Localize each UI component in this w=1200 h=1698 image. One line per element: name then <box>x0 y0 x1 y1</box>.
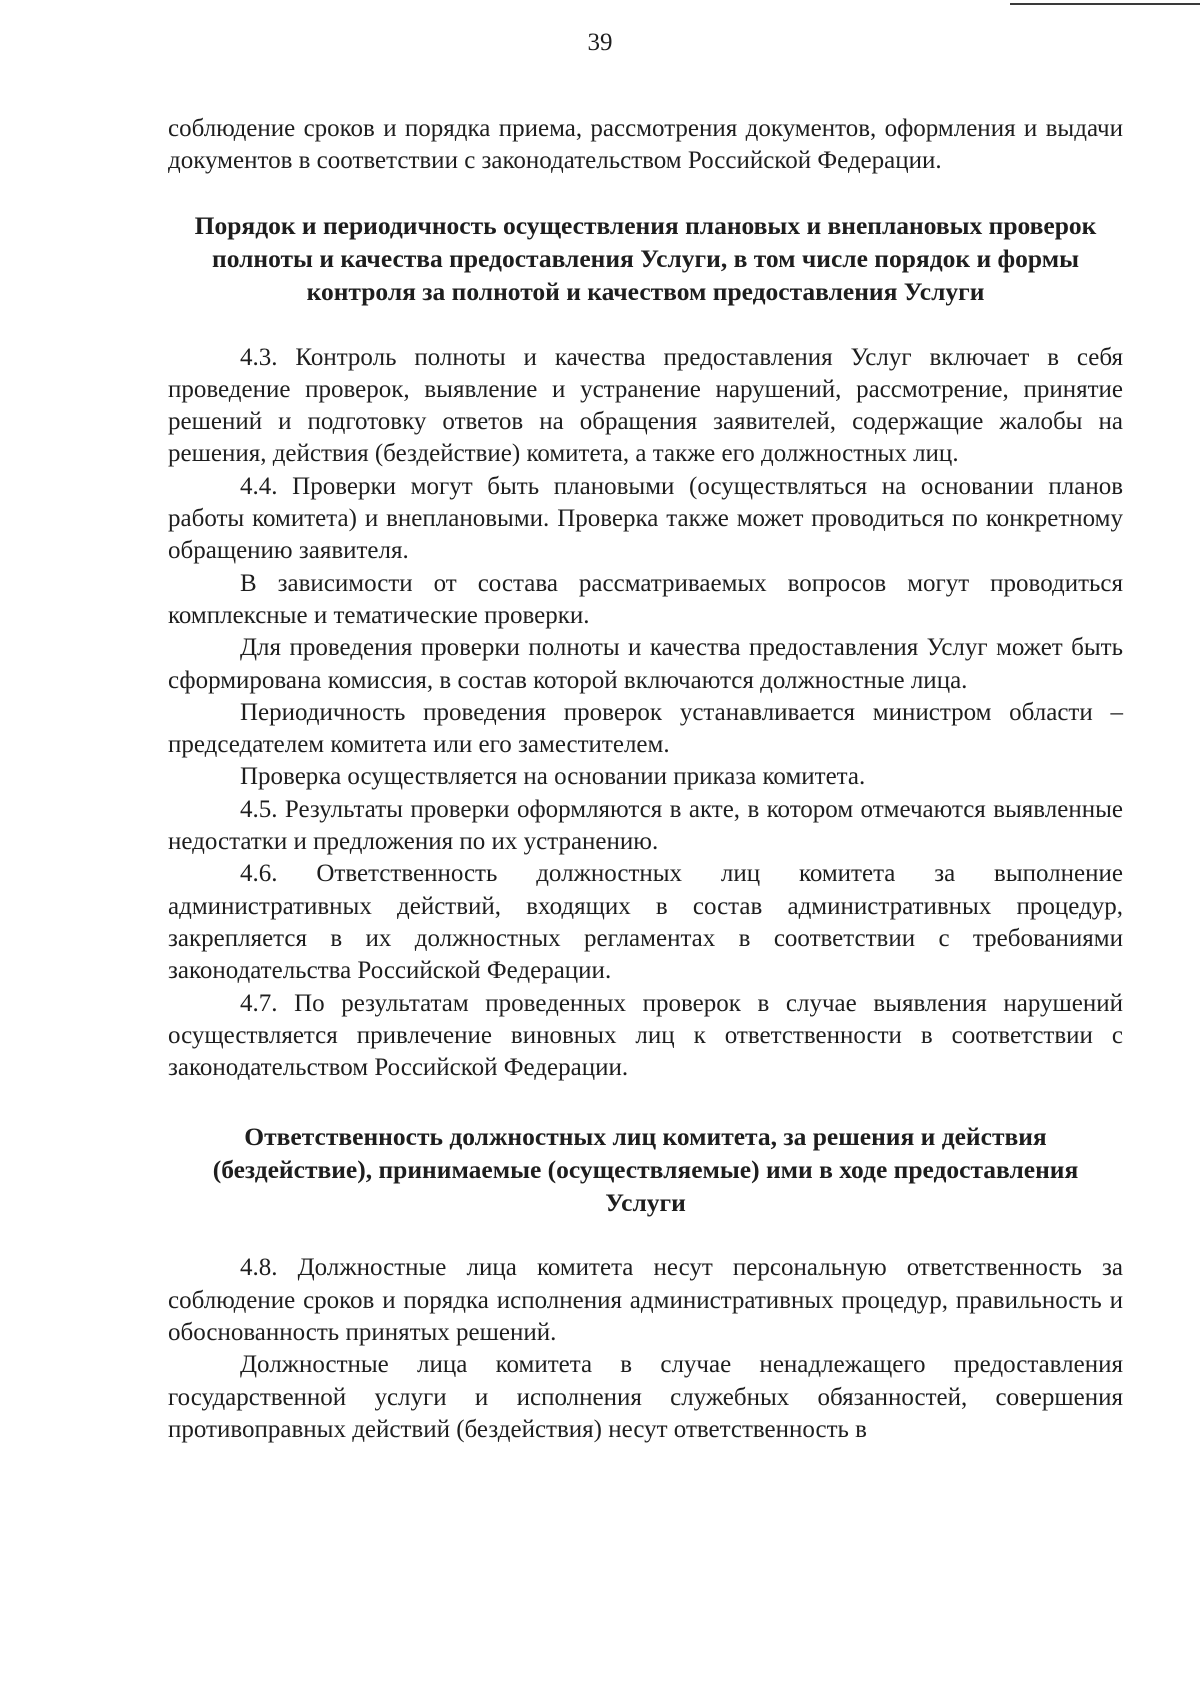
paragraph-4-5: 4.5. Результаты проверки оформляются в акте, в котором отмечаются выявленные недостатки и предложения по их устранению. <box>168 795 1123 856</box>
paragraph-commission: Для проведения проверки полноты и качества предоставления Услуг может быть сформирована комиссия, в состав которой включаются должностные лица. <box>168 634 1123 694</box>
paragraph-check-types: В зависимости от состава рассматриваемых вопросов могут проводиться комплексные и тематические проверки. <box>168 569 1123 629</box>
section-heading-responsibility: Ответственность должностных лиц комитета, за решения и действия (бездействие), принимаемые (осуществляемые) ими в ходе предоставления Услуги <box>212 1122 1079 1218</box>
paragraph-4-6: 4.6. Ответственность должностных лиц комитета за выполнение административных действий, входящих в состав административных процедур, закрепляется в их должностных регламентах в соответствии с требованиями законодательства Российской Федерации. <box>168 860 1123 985</box>
paragraph-4-8: 4.8. Должностные лица комитета несут персональную ответственность за соблюдение сроков и порядка исполнения административных процедур, правильность и обоснованность принятых решений. <box>168 1254 1123 1347</box>
paragraph-4-7: 4.7. По результатам проведенных проверок в случае выявления нарушений осуществляется привлечение виновных лиц к ответственности в соответствии с законодательством Российской Федерации. <box>168 989 1123 1082</box>
paragraph-4-3: 4.3. Контроль полноты и качества предоставления Услуг включает в себя проведение проверок, выявление и устранение нарушений, рассмотрение, принятие решений и подготовку ответов на обращения заявителей, содержащие жалобы на решения, действия (бездействие) комитета, а также его должностных лиц. <box>168 343 1123 468</box>
paragraph-improper-service: Должностные лица комитета в случае ненадлежащего предоставления государственной услуги и исполнения служебных обязанностей, совершения противоправных действий (бездействия) несут ответственность в <box>168 1351 1123 1443</box>
intro-paragraph: соблюдение сроков и порядка приема, рассмотрения документов, оформления и выдачи документов в соответствии с законодательством Российской Федерации. <box>168 115 1123 175</box>
paragraph-4-4: 4.4. Проверки могут быть плановыми (осуществляться на основании планов работы комитета) и внеплановыми. Проверка также может проводиться по конкретному обращению заявителя. <box>168 472 1123 565</box>
paragraph-order-basis: Проверка осуществляется на основании приказа комитета. <box>240 763 866 791</box>
top-edge-rule <box>1010 3 1200 5</box>
document-body <box>168 113 1123 1446</box>
page-number: 39 <box>587 29 613 56</box>
paragraph-periodicity: Периодичность проведения проверок устанавливается министром области – председателем комитета или его заместителем. <box>168 698 1123 759</box>
section-heading-control-procedure: Порядок и периодичность осуществления плановых и внеплановых проверок полноты и качества предоставления Услуги, в том числе порядок и формы контроля за полнотой и качеством предоставления Услуги <box>194 210 1097 306</box>
